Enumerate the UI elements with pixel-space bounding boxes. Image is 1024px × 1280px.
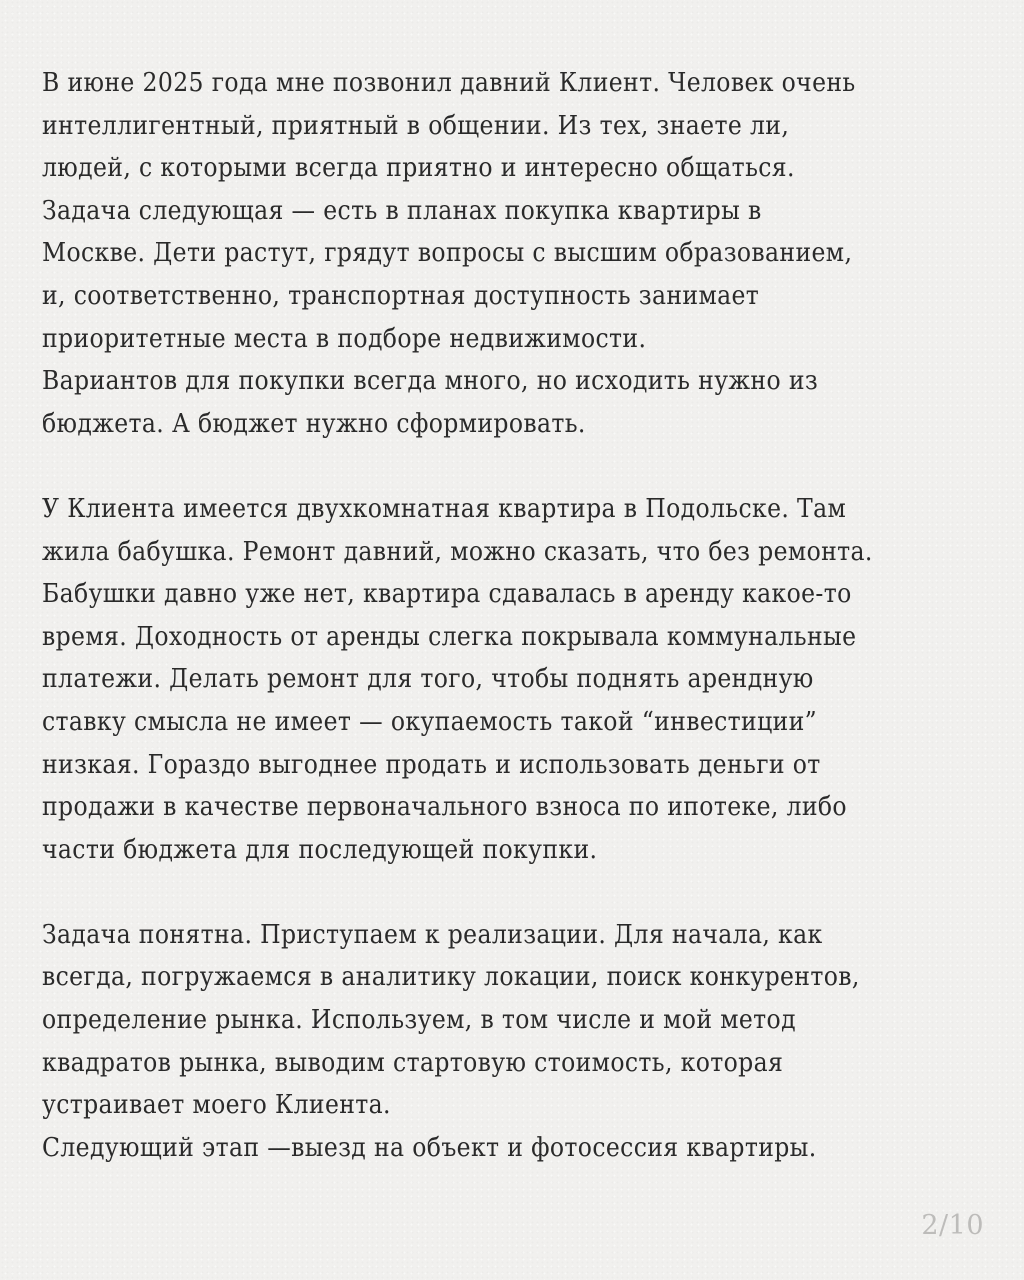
paragraph-3: [42, 914, 992, 1170]
text-line: платежи. Делать ремонт для того, чтобы поднять арендную: [42, 664, 814, 695]
text-line: Следующий этап —выезд на объект и фотосессия квартиры.: [42, 1132, 817, 1163]
text-line: части бюджета для последующей покупки.: [42, 834, 598, 865]
text-line: продажи в качестве первоначального взноса по ипотеке, либо: [42, 792, 847, 823]
text-line: время. Доходность от аренды слегка покрывала коммунальные: [42, 621, 857, 652]
text-line: У Клиента имеется двухкомнатная квартира в Подольске. Там: [42, 493, 847, 524]
text-line: Москве. Дети растут, грядут вопросы с высшим образованием,: [42, 238, 853, 269]
text-line: квадратов рынка, выводим стартовую стоимость, которая: [42, 1047, 784, 1078]
text-line: В июне 2025 года мне позвонил давний Клиент. Человек очень: [42, 68, 856, 98]
text-line: Вариантов для покупки всегда много, но исходить нужно из: [42, 366, 819, 397]
page-counter: 2/10: [921, 1210, 984, 1241]
text-line: всегда, погружаемся в аналитику локации, поиск конкурентов,: [42, 962, 860, 993]
text-line: низкая. Гораздо выгоднее продать и использовать деньги от: [42, 749, 821, 780]
text-line: Задача следующая — есть в планах покупка квартиры в: [42, 195, 762, 226]
text-line: Задача понятна. Приступаем к реализации. Для начала, как: [42, 919, 823, 950]
text-line: бюджета. А бюджет нужно сформировать.: [42, 408, 586, 439]
text-line: устраивает моего Клиента.: [42, 1090, 391, 1121]
text-line: жила бабушка. Ремонт давний, можно сказать, что без ремонта.: [42, 536, 873, 567]
text-line: и, соответственно, транспортная доступность занимает: [42, 280, 760, 311]
paragraph-1: [42, 62, 992, 445]
paragraph-2: [42, 488, 992, 871]
text-line: ставку смысла не имеет — окупаемость такой “инвестиции”: [42, 706, 818, 737]
text-line: людей, с которыми всегда приятно и интересно общаться.: [42, 153, 795, 184]
text-line: определение рынка. Используем, в том числе и мой метод: [42, 1005, 796, 1036]
text-line: приоритетные места в подборе недвижимости.: [42, 323, 647, 354]
text-line: Бабушки давно уже нет, квартира сдавалась в аренду какое-то: [42, 579, 852, 610]
document-body: [42, 62, 992, 1212]
text-line: интеллигентный, приятный в общении. Из тех, знаете ли,: [42, 110, 790, 141]
